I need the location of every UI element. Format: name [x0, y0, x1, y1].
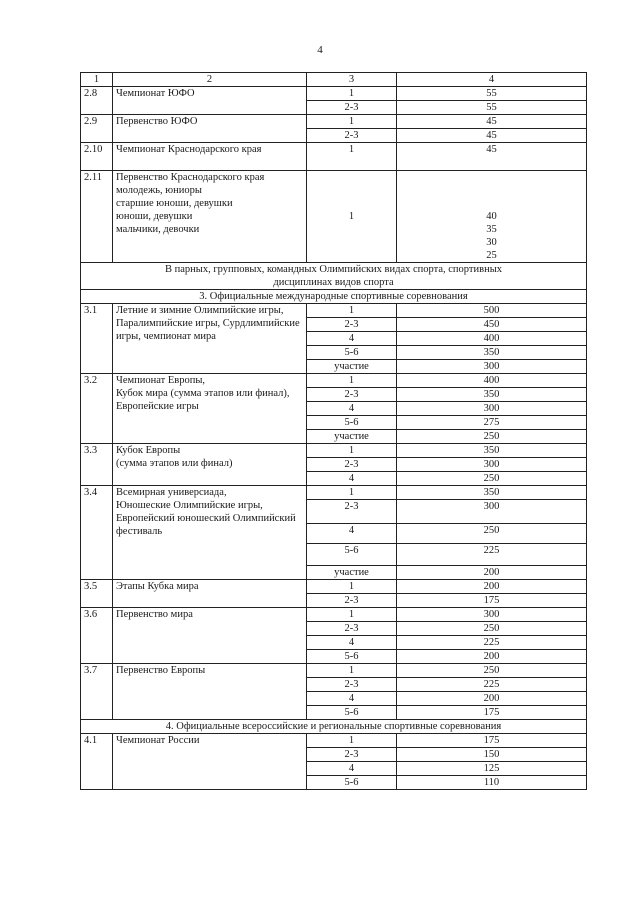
- row-number: 3.4: [81, 486, 113, 580]
- points-cell: 300: [397, 608, 587, 622]
- points-cell: 350: [397, 444, 587, 458]
- points-cell: 300: [397, 402, 587, 416]
- age-group: мальчики, девочки: [116, 224, 200, 235]
- competition-name-line: (сумма этапов или финал): [116, 458, 233, 469]
- table-row: [81, 304, 587, 318]
- row-number: 3.2: [81, 374, 113, 444]
- place-cell: участие: [307, 430, 397, 444]
- competition-name: [113, 444, 307, 486]
- place-cell: 1: [307, 608, 397, 622]
- points-cell: 45: [397, 143, 587, 171]
- place-value: 1: [348, 211, 355, 222]
- table-row: [81, 734, 587, 748]
- points-cell: [397, 171, 587, 263]
- points-cell: 350: [397, 388, 587, 402]
- points-value: 25: [486, 250, 497, 261]
- age-group: юноши, девушки: [116, 211, 193, 222]
- points-cell: 275: [397, 416, 587, 430]
- header-cell: 3: [307, 73, 397, 87]
- place-cell: 1: [307, 664, 397, 678]
- table-row: [81, 664, 587, 678]
- row-number: 3.7: [81, 664, 113, 720]
- competition-name: Чемпионат России: [113, 734, 307, 790]
- competition-name: Этапы Кубка мира: [113, 580, 307, 608]
- row-number: 3.1: [81, 304, 113, 374]
- row-number: 3.6: [81, 608, 113, 664]
- points-cell: 400: [397, 374, 587, 388]
- points-cell: 175: [397, 734, 587, 748]
- points-cell: 45: [397, 129, 587, 143]
- place-cell: 5-6: [307, 346, 397, 360]
- table-header-row: [81, 73, 587, 87]
- place-cell: 1: [307, 444, 397, 458]
- points-cell: 250: [397, 524, 587, 544]
- points-value: 30: [486, 237, 497, 248]
- row-number: 4.1: [81, 734, 113, 790]
- row-number: 3.5: [81, 580, 113, 608]
- competition-name: Летние и зимние Олимпийские игры, Паралимпийские игры, Сурдлимпийские игры, чемпионат мира: [113, 304, 307, 374]
- points-value: 40: [486, 211, 497, 222]
- place-cell: 4: [307, 402, 397, 416]
- row-number: 3.3: [81, 444, 113, 486]
- place-cell: 4: [307, 332, 397, 346]
- place-cell: 1: [307, 734, 397, 748]
- competition-name-line: Европейский юношеский Олимпийский фестиваль: [116, 513, 296, 537]
- place-cell: участие: [307, 360, 397, 374]
- table-row: [81, 171, 587, 263]
- competition-name: Первенство ЮФО: [113, 115, 307, 143]
- points-cell: 225: [397, 544, 587, 566]
- place-cell: 4: [307, 762, 397, 776]
- competition-name-line: Юношеские Олимпийские игры,: [116, 500, 263, 511]
- row-number: 2.8: [81, 87, 113, 115]
- points-value: 35: [486, 224, 497, 235]
- competition-name: Первенство Европы: [113, 664, 307, 720]
- points-cell: 175: [397, 706, 587, 720]
- place-cell: 1: [307, 486, 397, 500]
- place-cell: 1: [307, 115, 397, 129]
- place-cell: [307, 171, 397, 263]
- points-cell: 200: [397, 566, 587, 580]
- table-row: [81, 580, 587, 594]
- competition-name-line: Кубок мира (сумма этапов или финал),: [116, 388, 290, 399]
- points-cell: 150: [397, 748, 587, 762]
- row-number: 2.9: [81, 115, 113, 143]
- section-heading: 4. Официальные всероссийские и региональные спортивные соревнования: [81, 720, 587, 734]
- points-cell: 250: [397, 430, 587, 444]
- row-number: 2.10: [81, 143, 113, 171]
- place-cell: 2-3: [307, 678, 397, 692]
- points-cell: 55: [397, 87, 587, 101]
- place-cell: 5-6: [307, 706, 397, 720]
- place-cell: 5-6: [307, 776, 397, 790]
- points-cell: 350: [397, 486, 587, 500]
- competition-name: Первенство мира: [113, 608, 307, 664]
- points-cell: 300: [397, 360, 587, 374]
- section-heading: В парных, групповых, командных Олимпийских видах спорта, спортивных дисциплинах видов спорта: [81, 263, 587, 290]
- competition-name: Чемпионат Краснодарского края: [113, 143, 307, 171]
- header-cell: 4: [397, 73, 587, 87]
- points-cell: 125: [397, 762, 587, 776]
- place-cell: 1: [307, 580, 397, 594]
- place-cell: 1: [307, 304, 397, 318]
- competition-name-line: Чемпионат Европы,: [116, 375, 206, 386]
- table-row: [81, 486, 587, 500]
- place-cell: 2-3: [307, 129, 397, 143]
- table-row: [81, 143, 587, 171]
- section-row: [81, 263, 587, 290]
- place-cell: 2-3: [307, 318, 397, 332]
- place-cell: 2-3: [307, 594, 397, 608]
- place-cell: 5-6: [307, 544, 397, 566]
- section-heading: 3. Официальные международные спортивные соревнования: [81, 290, 587, 304]
- header-cell: 1: [81, 73, 113, 87]
- table-row: [81, 115, 587, 129]
- competition-name-line: Европейские игры: [116, 401, 199, 412]
- points-cell: 45: [397, 115, 587, 129]
- points-cell: 400: [397, 332, 587, 346]
- points-cell: 175: [397, 594, 587, 608]
- place-cell: 1: [307, 143, 397, 171]
- section-row: [81, 290, 587, 304]
- place-cell: 4: [307, 692, 397, 706]
- points-cell: 200: [397, 692, 587, 706]
- points-cell: 225: [397, 678, 587, 692]
- competition-name-line: Кубок Европы: [116, 445, 181, 456]
- points-table: [80, 72, 587, 790]
- place-cell: 2-3: [307, 101, 397, 115]
- row-number: 2.11: [81, 171, 113, 263]
- points-cell: 250: [397, 664, 587, 678]
- points-cell: 250: [397, 472, 587, 486]
- place-cell: 1: [307, 374, 397, 388]
- competition-name-line: Всемирная универсиада,: [116, 487, 227, 498]
- points-cell: 225: [397, 636, 587, 650]
- place-cell: 2-3: [307, 748, 397, 762]
- place-cell: 4: [307, 472, 397, 486]
- table-row: [81, 374, 587, 388]
- page-number: 4: [317, 44, 323, 56]
- header-cell: 2: [113, 73, 307, 87]
- place-cell: 4: [307, 524, 397, 544]
- age-group: молодежь, юниоры: [116, 185, 202, 196]
- points-cell: 500: [397, 304, 587, 318]
- place-cell: 2-3: [307, 388, 397, 402]
- competition-name: [113, 374, 307, 444]
- points-cell: 200: [397, 580, 587, 594]
- age-group: старшие юноши, девушки: [116, 198, 233, 209]
- points-cell: 200: [397, 650, 587, 664]
- points-cell: 350: [397, 346, 587, 360]
- section-row: [81, 720, 587, 734]
- place-cell: 4: [307, 636, 397, 650]
- table-row: [81, 444, 587, 458]
- points-cell: 250: [397, 622, 587, 636]
- competition-name: [113, 171, 307, 263]
- points-cell: 450: [397, 318, 587, 332]
- competition-name: [113, 486, 307, 580]
- place-cell: 5-6: [307, 650, 397, 664]
- place-cell: 5-6: [307, 416, 397, 430]
- points-cell: 110: [397, 776, 587, 790]
- place-cell: 1: [307, 87, 397, 101]
- place-cell: 2-3: [307, 500, 397, 524]
- competition-name: Чемпионат ЮФО: [113, 87, 307, 115]
- competition-title: Первенство Краснодарского края: [116, 172, 265, 183]
- place-cell: участие: [307, 566, 397, 580]
- table-row: [81, 87, 587, 101]
- place-cell: 2-3: [307, 458, 397, 472]
- place-cell: 2-3: [307, 622, 397, 636]
- table-row: [81, 608, 587, 622]
- points-cell: 300: [397, 500, 587, 524]
- points-cell: 55: [397, 101, 587, 115]
- points-cell: 300: [397, 458, 587, 472]
